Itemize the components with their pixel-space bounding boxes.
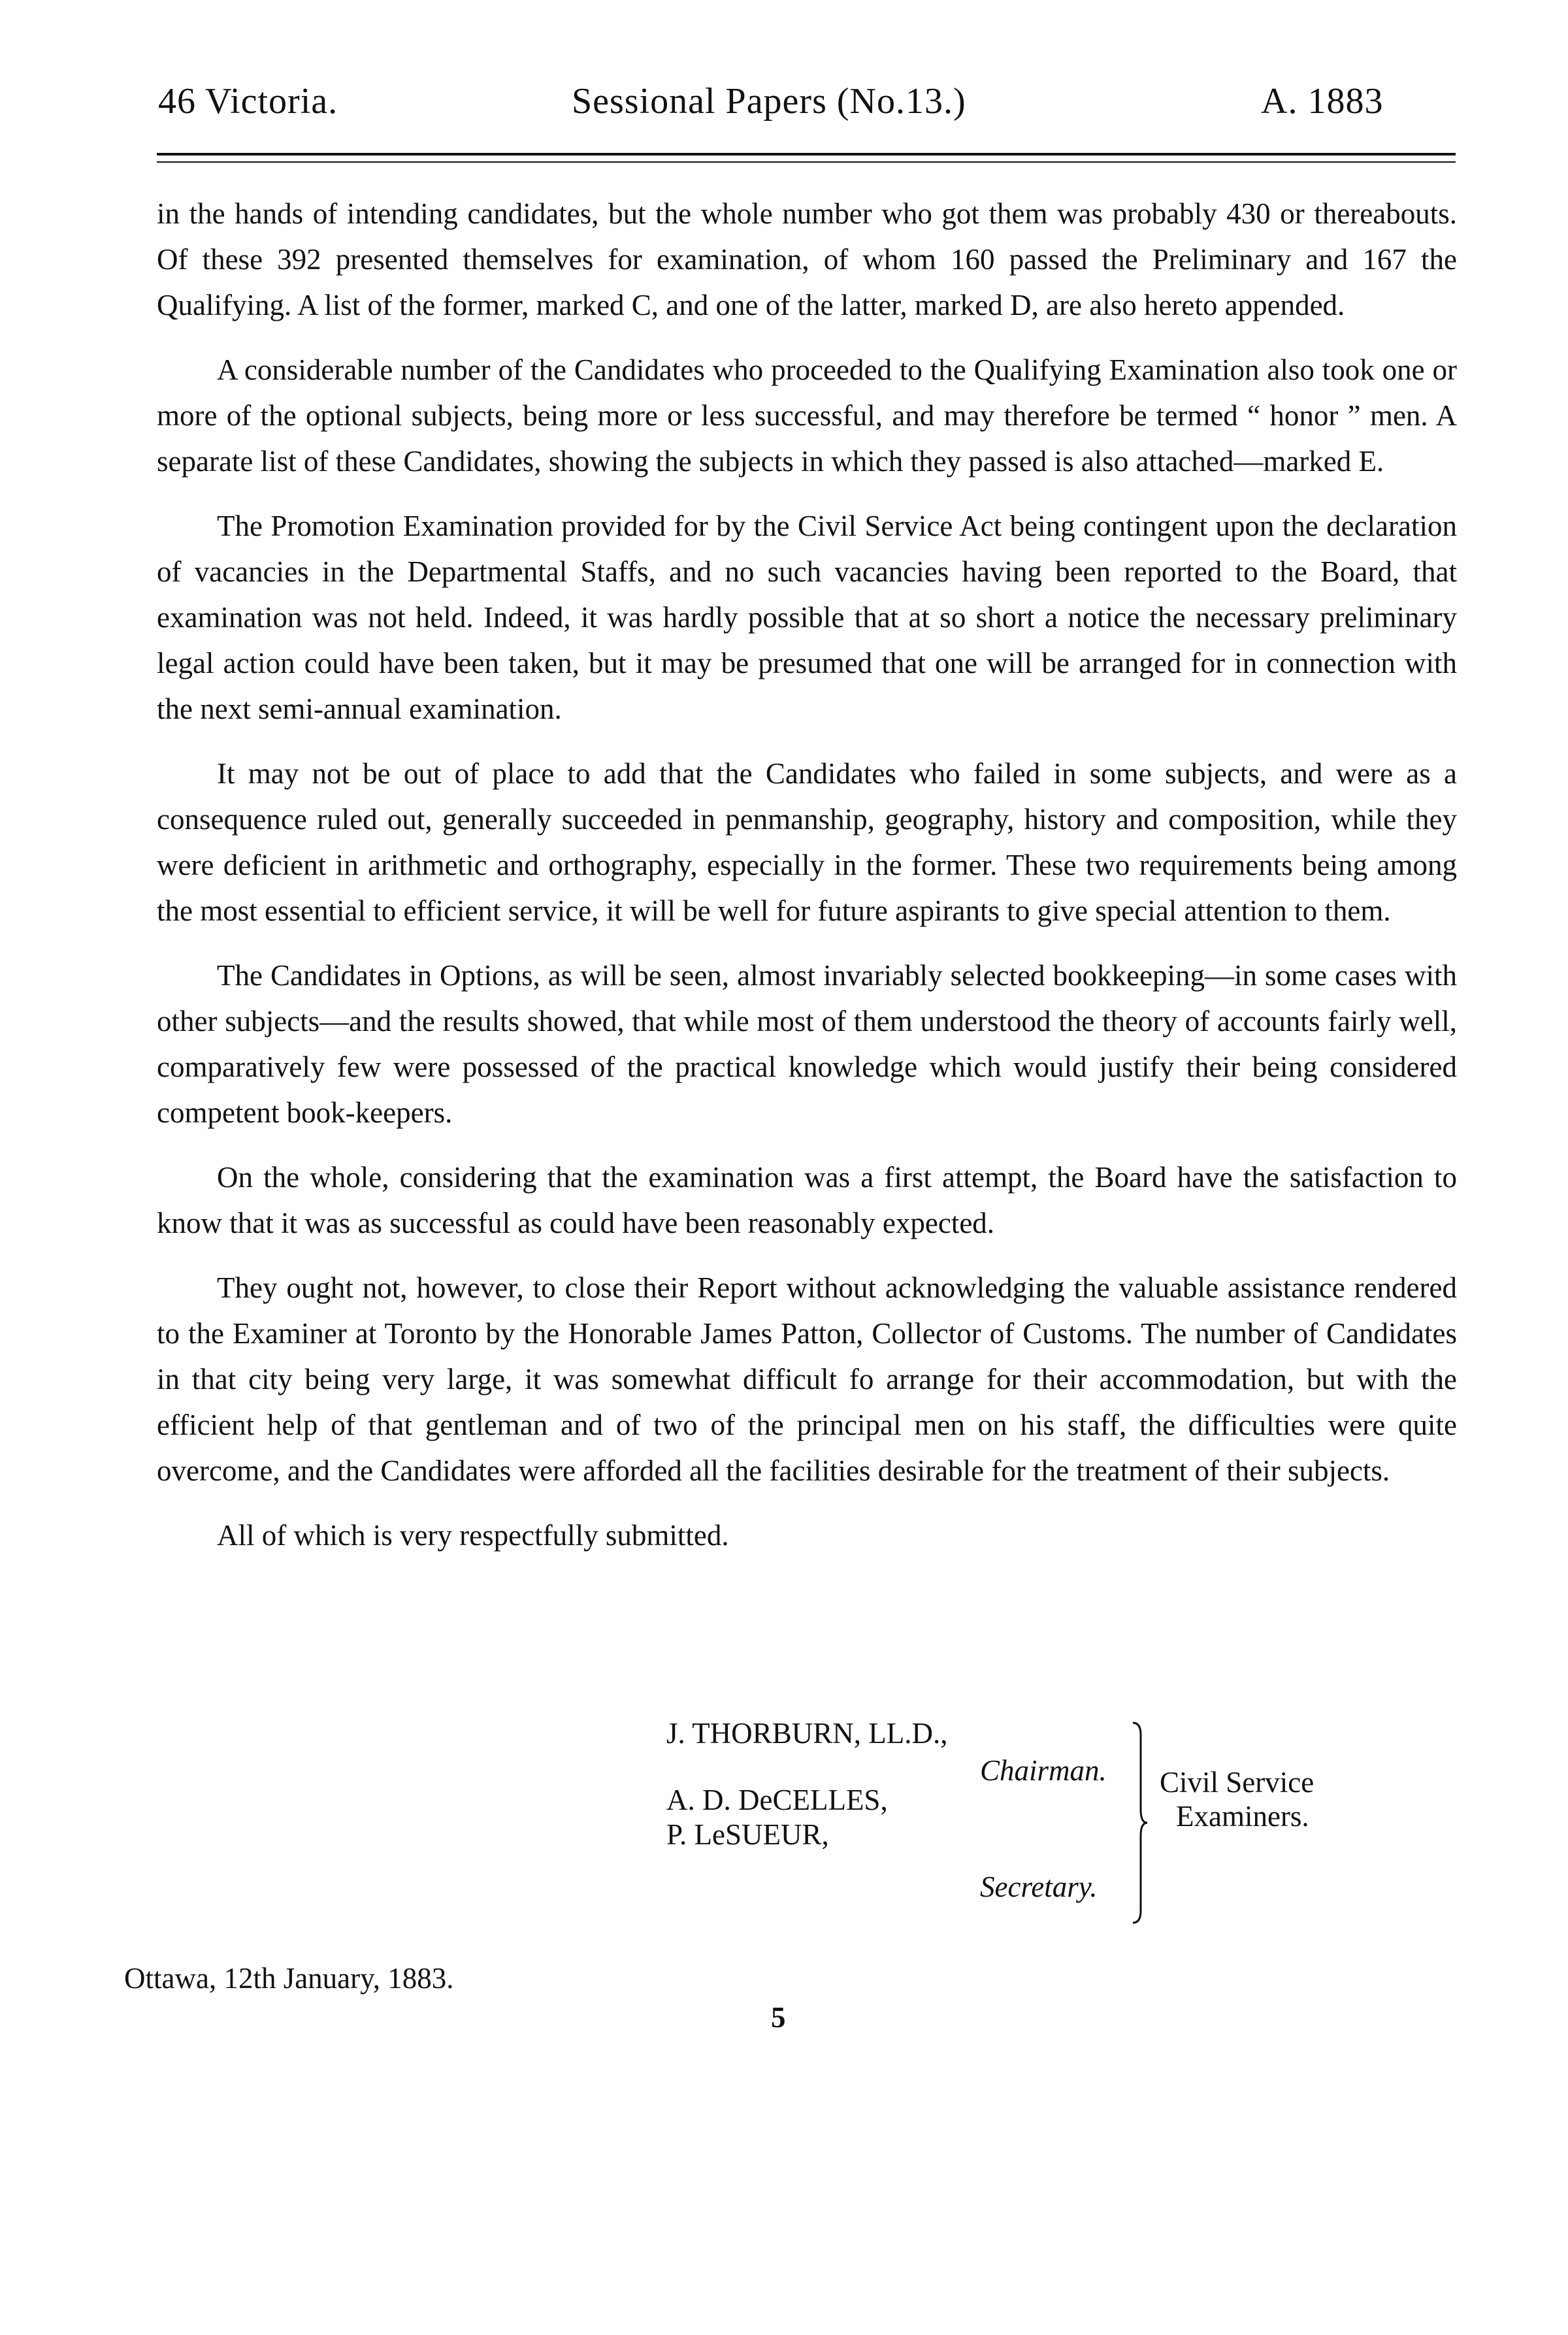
signature-group-line2: Examiners. (1176, 1800, 1309, 1833)
header-rule-thin (157, 161, 1456, 163)
paragraph: On the whole, considering that the examination was a first attempt, the Board have the satisfaction to know that it was as successful as could have been reasonably expected. (157, 1161, 1457, 1239)
signature-group-line1: Civil Service (1160, 1766, 1315, 1799)
running-header (0, 78, 1568, 137)
signature-brace (1130, 1722, 1150, 1924)
header-title: Sessional Papers (No.13.) (572, 81, 966, 122)
header-rule-thick (157, 153, 1456, 155)
header-year: A. 1883 (1261, 81, 1384, 122)
header-session: 46 Victoria. (158, 81, 338, 122)
paragraph: All of which is very respectfully submitted. (217, 1519, 729, 1552)
signatory-secretary: P. LeSUEUR, (666, 1818, 829, 1851)
paragraph: They ought not, however, to close their Report without acknowledging the valuable assistance rendered to the Examiner at Toronto by the Honorable James Patton, Collector of Customs. The number of Candidates in that city being very large, it was somewhat difficult fo arrange for their accommodation, but with the efficient help of that gentleman and of two of the principal men on his staff, the difficulties were quite overcome, and the Candidates were afforded all the facilities desirable for the treatment of their subjects. (157, 1271, 1457, 1487)
secretary-title: Secretary. (980, 1870, 1098, 1903)
signatory-chairman: J. THORBURN, LL.D., (666, 1717, 948, 1750)
paragraph: in the hands of intending candidates, but the whole number who got them was probably 430 or thereabouts. Of these 392 presented themselves for examination, of whom 160 passed the Preliminary and 167 the Qualifying. A list of the former, marked C, and one of the latter, marked D, are also hereto appended. (157, 197, 1457, 321)
page-number: 5 (771, 2001, 786, 2034)
report-body (157, 191, 1457, 1577)
paragraph: A considerable number of the Candidates who proceeded to the Qualifying Examination also took one or more of the optional subjects, being more or less successful, and may therefore be termed “ honor ” men. A separate list of these Candidates, showing the subjects in which they passed is also attached—marked E. (157, 353, 1457, 478)
paragraph: The Promotion Examination provided for by the Civil Service Act being contingent upon the declaration of vacancies in the Departmental Staffs, and no such vacancies having been reported to the Board, that examination was not held. Indeed, it was hardly possible that at so short a notice the necessary preliminary legal action could have been taken, but it may be presumed that one will be arranged for in connection with the next semi-annual examination. (157, 510, 1457, 725)
paragraph: It may not be out of place to add that the Candidates who failed in some subjects, and were as a consequence ruled out, generally succeeded in penmanship, geography, history and composition, while they were deficient in arithmetic and orthography, especially in the former. These two requirements being among the most essential to efficient service, it will be well for future aspirants to give special attention to them. (157, 757, 1457, 927)
signatory-examiner: A. D. DeCELLES, (666, 1784, 888, 1816)
chairman-title: Chairman. (980, 1754, 1107, 1787)
place-and-date: Ottawa, 12th January, 1883. (124, 1962, 454, 1995)
paragraph: The Candidates in Options, as will be seen, almost invariably selected bookkeeping—in some cases with other subjects—and the results showed, that while most of them understood the theory of accounts fairly well, comparatively few were possessed of the practical knowledge which would justify their being considered competent book-keepers. (157, 959, 1457, 1129)
